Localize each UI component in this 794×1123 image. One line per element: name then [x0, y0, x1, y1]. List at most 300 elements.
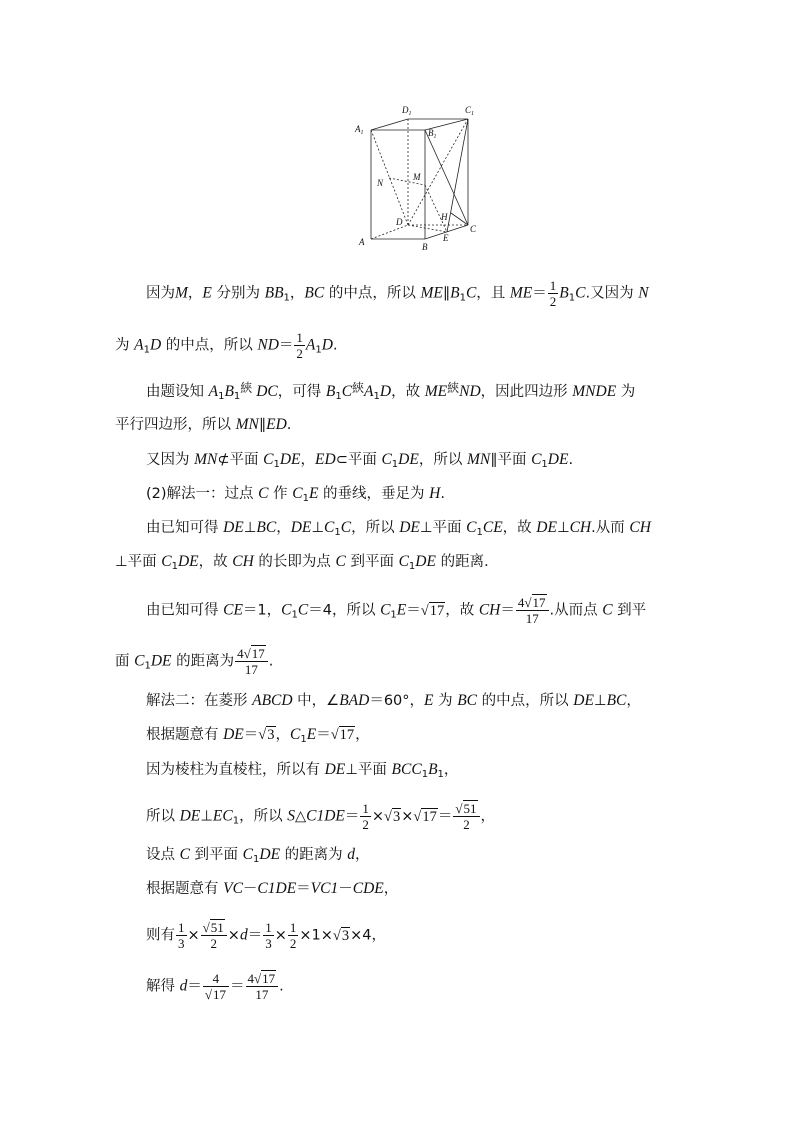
fraction	[176, 920, 187, 951]
text: 则有	[146, 927, 175, 944]
sub: 1	[391, 459, 399, 470]
sqrt: √51	[455, 801, 477, 816]
sub: 1	[476, 527, 483, 538]
text: 又因为	[146, 452, 195, 468]
text: ＝	[500, 602, 515, 619]
var: C1DE	[306, 807, 345, 825]
var: D	[379, 383, 392, 400]
numerator	[201, 920, 227, 935]
text: ＝	[296, 881, 311, 897]
text: ＝	[316, 727, 331, 743]
sqrt: √17	[254, 971, 276, 986]
text: ，	[289, 285, 305, 302]
text: ∥	[442, 285, 451, 302]
text: ，故	[445, 602, 479, 619]
text-line-13	[146, 760, 458, 780]
var: CH	[232, 553, 254, 570]
text: 为	[433, 693, 458, 709]
sub: 1	[283, 292, 290, 304]
radicand: 17	[532, 595, 546, 610]
var: BCC	[391, 761, 422, 778]
var: C	[290, 726, 301, 743]
var: DE	[279, 451, 301, 468]
text: ，且	[476, 285, 510, 302]
coef: 4	[517, 595, 525, 610]
sqrt: √17	[413, 808, 437, 825]
fraction	[235, 646, 268, 677]
var: DE	[177, 553, 199, 570]
text: 的距离为	[280, 847, 348, 863]
var: d	[179, 977, 188, 995]
text: ，可得	[277, 384, 326, 400]
sub: 1	[568, 292, 576, 304]
var: DE	[573, 692, 594, 709]
text: ，	[480, 808, 496, 825]
text: .	[332, 337, 338, 354]
fraction	[360, 801, 371, 832]
sub: 1	[143, 344, 150, 356]
var: DE	[324, 761, 346, 778]
coef: 4	[247, 971, 254, 986]
text: ＝1，	[242, 602, 282, 619]
sub: 1	[273, 459, 280, 470]
text: 到平面	[345, 554, 399, 570]
text: ⊄平面	[217, 452, 264, 468]
text: .	[568, 452, 574, 468]
var: E	[424, 692, 434, 709]
var: BC	[606, 692, 627, 709]
text: 的中点，所以	[477, 693, 574, 709]
var: C	[335, 553, 346, 570]
denominator: 17	[516, 610, 549, 626]
var: ME	[420, 284, 443, 302]
text: ＝	[437, 808, 453, 825]
text: ×	[274, 927, 287, 944]
fraction	[548, 278, 559, 309]
var: B	[450, 284, 460, 302]
text: ＝	[230, 978, 245, 995]
segment-DE	[408, 225, 447, 232]
prism-diagram	[345, 100, 485, 255]
denominator: 2	[296, 346, 303, 361]
text: 所以	[146, 808, 180, 825]
radicand: 17	[422, 808, 437, 825]
text: .从而点	[549, 602, 603, 619]
text: ，所以	[351, 520, 400, 536]
text: 根据题意有	[146, 727, 224, 743]
text: 平行四边形，所以	[115, 417, 236, 433]
numerator: 1	[289, 920, 297, 935]
text: (2)解法一：过点	[146, 486, 259, 502]
var: CH	[478, 601, 501, 619]
fraction	[288, 920, 299, 951]
var: DE	[536, 519, 557, 536]
text: 的垂线，垂足为	[318, 486, 430, 502]
label-D: D	[396, 217, 403, 227]
text: ⊥平面	[419, 520, 467, 536]
sqrt: √17	[330, 727, 355, 743]
segment-C1E	[447, 119, 468, 232]
radicand: 17	[251, 646, 265, 661]
denominator: 2	[289, 936, 297, 951]
text: 到平	[612, 602, 647, 619]
text: 的中点，所以	[161, 337, 258, 354]
text: 的中点，所以	[324, 285, 421, 302]
var: DE	[179, 807, 201, 825]
label-H: H	[441, 212, 448, 222]
sub: 1	[373, 391, 380, 402]
sub: 1	[218, 391, 225, 402]
text: ∥	[258, 417, 267, 433]
var: B	[224, 383, 234, 400]
sqrt: √17	[524, 595, 546, 610]
sqrt: √17	[243, 646, 265, 661]
text: ，	[355, 727, 370, 743]
text: .	[440, 486, 445, 502]
var: BC	[256, 519, 277, 536]
text: 的距离为	[171, 653, 235, 670]
var: ABCD	[252, 692, 293, 709]
segment-B1C	[425, 130, 468, 225]
text: ×4，	[350, 927, 386, 944]
radicand: 3	[393, 808, 401, 825]
var: C	[380, 601, 391, 619]
var: BAD	[339, 692, 370, 709]
numerator: 1	[265, 920, 272, 935]
var: C	[398, 553, 409, 570]
text: .	[286, 417, 292, 433]
numerator	[246, 971, 279, 986]
coef: 4	[237, 646, 244, 661]
var: D	[321, 336, 333, 354]
var: C1DE	[257, 880, 297, 897]
sqrt: √3	[258, 727, 275, 743]
sub: 1	[315, 344, 322, 356]
text: .	[279, 978, 284, 995]
var: DE	[547, 451, 569, 468]
text: 根据题意有	[146, 881, 224, 897]
fraction	[294, 330, 305, 361]
text: .	[268, 653, 274, 670]
text: ，	[187, 285, 203, 302]
text: ，所以	[239, 808, 288, 825]
var: H	[429, 485, 441, 502]
text: ＝	[247, 927, 263, 944]
text: ×	[371, 808, 385, 825]
text-line-16	[146, 879, 398, 899]
var: E	[202, 284, 212, 302]
var: MN	[466, 451, 491, 468]
var: ED	[315, 451, 336, 468]
text: 解得	[146, 978, 180, 995]
text-line-11	[146, 691, 641, 711]
var: DE	[415, 553, 436, 570]
label-B1: $B_1$	[428, 128, 437, 140]
var: DE	[223, 726, 244, 743]
sub: 1	[171, 561, 178, 572]
sub: 1	[253, 854, 260, 865]
var: C	[161, 553, 172, 570]
var: CDE	[352, 880, 384, 897]
sub: 1	[334, 527, 341, 538]
var: C	[381, 451, 392, 468]
text: ＝	[278, 337, 294, 354]
var: CH	[569, 519, 592, 536]
text: 为	[616, 384, 636, 400]
text: 面	[115, 653, 135, 670]
text-line-4	[115, 415, 291, 435]
text: ，因此四边形	[480, 384, 573, 400]
text: 因为棱柱为直棱柱，所以有	[146, 762, 325, 778]
denominator: 3	[178, 936, 185, 951]
fraction	[453, 801, 479, 832]
text: ，	[276, 520, 291, 536]
denominator: 2	[549, 294, 557, 309]
numerator: 1	[362, 801, 369, 816]
var: C	[466, 519, 477, 536]
var: C	[179, 846, 190, 863]
var: C	[340, 519, 352, 536]
text: 由已知可得	[146, 520, 224, 536]
fraction	[263, 920, 274, 951]
text: 分别为	[211, 285, 265, 302]
text-line-3	[146, 378, 635, 402]
text: .又因为	[585, 285, 639, 302]
var: MNDE	[572, 383, 617, 400]
var: E	[396, 601, 407, 619]
sqrt: √17	[204, 987, 226, 1002]
var: C	[531, 451, 542, 468]
var: DE	[398, 451, 419, 468]
text: 綊	[447, 381, 460, 395]
text: ＝60°，	[369, 693, 425, 709]
var: MN	[194, 451, 218, 468]
text: ，故	[198, 554, 233, 570]
text: 解法二：在菱形	[146, 693, 253, 709]
text: ＝	[344, 808, 360, 825]
var: N	[638, 284, 649, 302]
sub: 1	[291, 609, 298, 621]
var: C	[281, 601, 292, 619]
radicand: 3	[341, 927, 350, 944]
text: ，	[626, 693, 641, 709]
edge-A1D1	[371, 119, 408, 130]
text: 为	[115, 337, 135, 354]
var: C	[258, 485, 269, 502]
numerator: 4	[212, 971, 220, 986]
fraction	[516, 595, 549, 626]
sub: 1	[421, 769, 429, 780]
var: d	[347, 846, 356, 863]
text: ⊥	[311, 520, 325, 536]
var: DE	[259, 846, 281, 863]
text: 设点	[146, 847, 180, 863]
sub: 1	[302, 493, 309, 504]
text: ，所以	[418, 452, 467, 468]
label-C: C	[470, 224, 477, 234]
var: VC	[223, 880, 243, 897]
text: ＝	[532, 285, 547, 302]
sub: 1	[300, 734, 307, 745]
text-line-10	[115, 646, 273, 677]
label-A1: $A_1$	[355, 124, 364, 136]
radicand: 51	[463, 801, 477, 816]
var: C	[602, 601, 613, 619]
text: 綊	[240, 381, 253, 395]
var: DE	[399, 519, 420, 536]
var: C	[465, 284, 477, 302]
var: BC	[457, 692, 478, 709]
text: ＝	[187, 978, 202, 995]
denominator: 3	[265, 936, 272, 951]
label-D1: $D_1$	[402, 105, 412, 117]
text: ＝4，所以	[308, 602, 381, 619]
denominator: 2	[201, 935, 227, 951]
sqrt: √17	[420, 602, 445, 619]
fraction	[203, 971, 229, 1002]
var: ED	[266, 416, 287, 433]
var: E	[306, 726, 317, 743]
numerator	[235, 646, 268, 661]
denominator	[203, 986, 229, 1002]
var: d	[239, 926, 248, 944]
text: 的距离．	[435, 554, 499, 570]
text: 由题设知	[146, 384, 209, 400]
text-line-9	[146, 595, 646, 626]
prism-figure	[345, 100, 485, 255]
text-line-1	[146, 278, 649, 309]
var: BB	[264, 284, 284, 302]
sub: 1	[408, 561, 416, 572]
text-line-8	[115, 552, 499, 572]
text: ×	[187, 927, 200, 944]
var: A	[208, 383, 219, 400]
label-E: E	[443, 233, 449, 243]
var: CE	[482, 519, 503, 536]
var: M	[175, 284, 188, 302]
var: A	[305, 336, 316, 354]
var: DE	[150, 652, 172, 670]
text: ＝	[406, 602, 421, 619]
var: C	[134, 652, 145, 670]
var: MN	[235, 416, 259, 433]
var: CH	[629, 519, 651, 536]
fraction	[201, 920, 227, 951]
label-B: B	[422, 242, 428, 252]
sub: 1	[233, 391, 241, 402]
text: 由已知可得	[146, 602, 224, 619]
radicand: 51	[210, 920, 224, 935]
var: A	[134, 336, 144, 354]
radicand: 17	[339, 727, 355, 743]
sub: 1	[144, 660, 151, 672]
var: CE	[223, 601, 243, 619]
text: 因为	[146, 285, 175, 302]
sub: 1	[335, 391, 342, 402]
var: C	[263, 451, 274, 468]
numerator	[453, 801, 479, 816]
text: ，故	[391, 384, 425, 400]
text: 到平面	[189, 847, 243, 863]
text-line-12	[146, 725, 370, 745]
text: △	[294, 808, 307, 825]
var: DC	[252, 383, 278, 400]
text: ，故	[502, 520, 537, 536]
text: .从而	[591, 520, 630, 536]
var: ND	[257, 336, 279, 354]
var: C	[575, 284, 586, 302]
text: ，	[355, 847, 370, 863]
var: ND	[459, 383, 481, 400]
text: 作	[268, 486, 293, 502]
var: E	[308, 485, 319, 502]
var: C	[292, 485, 303, 502]
text: ×1×	[299, 927, 333, 944]
label-M: M	[413, 172, 421, 182]
var: A	[364, 383, 374, 400]
text-line-17	[146, 920, 386, 951]
var: D	[149, 336, 162, 354]
text-line-2	[115, 330, 338, 361]
denominator: 17	[246, 986, 279, 1002]
sub: 1	[390, 609, 397, 621]
text-line-5	[146, 450, 573, 470]
radicand: 17	[429, 602, 445, 619]
var: C	[297, 601, 309, 619]
numerator	[516, 595, 549, 610]
text-line-7	[146, 518, 651, 538]
var: C	[324, 519, 335, 536]
text: ×	[227, 927, 240, 944]
text: ，	[300, 452, 316, 468]
numerator: 1	[178, 920, 185, 935]
sub: 1	[437, 769, 444, 780]
text: 中，∠	[292, 693, 340, 709]
numerator: 1	[549, 278, 557, 293]
numerator: 1	[296, 330, 303, 345]
sub: 1	[459, 292, 466, 304]
radicand: 3	[267, 727, 275, 743]
text: ⊥平面	[115, 554, 162, 570]
text-line-6	[146, 484, 445, 504]
sub: 1	[232, 815, 240, 827]
denominator: 17	[235, 661, 268, 677]
denominator: 2	[362, 817, 369, 832]
var: C	[242, 846, 254, 863]
sqrt: √51	[202, 920, 224, 935]
var: VC1	[310, 880, 339, 897]
radicand: 17	[213, 987, 226, 1002]
text: ⊥平面	[345, 762, 392, 778]
var: B	[428, 761, 438, 778]
sqrt: √3	[332, 927, 350, 944]
text-line-14	[146, 801, 495, 832]
text: ⊥	[200, 808, 213, 825]
text: ∥平面	[490, 452, 532, 468]
text: ＝	[243, 727, 259, 743]
var: DE	[290, 519, 312, 536]
text: ，	[443, 762, 459, 778]
var: DE	[223, 519, 244, 536]
text-line-15	[146, 845, 370, 865]
text: ⊥	[556, 520, 570, 536]
text: ⊂平面	[335, 452, 382, 468]
var: B	[559, 284, 569, 302]
text: －	[242, 881, 258, 897]
text: ⊥	[593, 693, 607, 709]
sqrt: √3	[384, 808, 401, 825]
var: BC	[304, 284, 325, 302]
